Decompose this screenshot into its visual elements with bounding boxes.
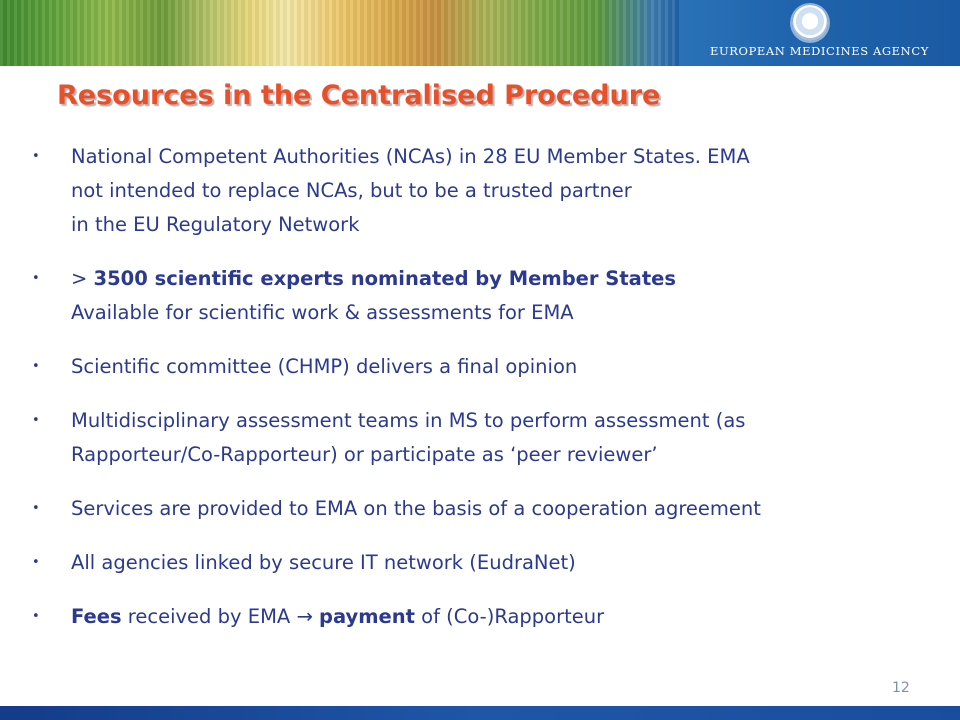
- bullet-text-line: [71, 262, 932, 296]
- bullet-text-line: Available for scientific work & assessments for EMA: [71, 301, 574, 324]
- bullet-text-line: Rapporteur/Co-Rapporteur) or participate as ‘peer reviewer’: [71, 443, 658, 466]
- bullet-item: [32, 600, 932, 634]
- bullet-dot-icon: •: [32, 149, 40, 164]
- bullet-item: [32, 262, 932, 330]
- bullet-text-line: Multidisciplinary assessment teams in MS to perform assessment (as: [71, 409, 746, 432]
- bullet-emphasis: 3500 scientific experts nominated by Member States: [93, 267, 676, 290]
- bullet-text-line: in the EU Regulatory Network: [71, 213, 360, 236]
- bullet-dot-icon: •: [32, 359, 40, 374]
- agency-name: EUROPEAN MEDICINES AGENCY: [710, 44, 929, 58]
- header-photo-strip: [0, 0, 680, 66]
- ema-logo-icon: [792, 5, 828, 41]
- agency-brand-panel: [680, 0, 960, 66]
- bullet-text-line: All agencies linked by secure IT network (EudraNet): [71, 551, 576, 574]
- bullet-item: [32, 404, 932, 472]
- bullet-dot-icon: •: [32, 501, 40, 516]
- bullet-emphasis: payment: [318, 605, 415, 628]
- bullet-emphasis: Fees: [71, 605, 122, 628]
- bullet-text-line: National Competent Authorities (NCAs) in 28 EU Member States. EMA: [71, 145, 750, 168]
- bullet-text-line: Services are provided to EMA on the basis of a cooperation agreement: [71, 497, 761, 520]
- arrow-right-icon: →: [296, 605, 313, 628]
- bullet-item: [32, 546, 932, 580]
- page-number: 12: [892, 680, 910, 696]
- bullet-text: received by EMA: [121, 605, 297, 628]
- bullet-text: of (Co-)Rapporteur: [414, 605, 605, 628]
- bullet-dot-icon: •: [32, 609, 40, 624]
- header-banner: [0, 0, 960, 66]
- bullet-prefix: >: [71, 267, 94, 290]
- slide-title: Resources in the Centralised Procedure: [57, 80, 661, 111]
- bullet-dot-icon: •: [32, 555, 40, 570]
- bullet-item: [32, 492, 932, 526]
- bullet-dot-icon: •: [32, 271, 40, 286]
- bullet-item: [32, 350, 932, 384]
- bullet-text-line: [71, 600, 932, 634]
- bullet-text-line: Scientific committee (CHMP) delivers a final opinion: [71, 355, 578, 378]
- bullet-dot-icon: •: [32, 413, 40, 428]
- bullet-item: [32, 140, 932, 242]
- bullet-list: [32, 140, 932, 654]
- footer-bar: [0, 706, 960, 720]
- bullet-text-line: not intended to replace NCAs, but to be a trusted partner: [71, 179, 632, 202]
